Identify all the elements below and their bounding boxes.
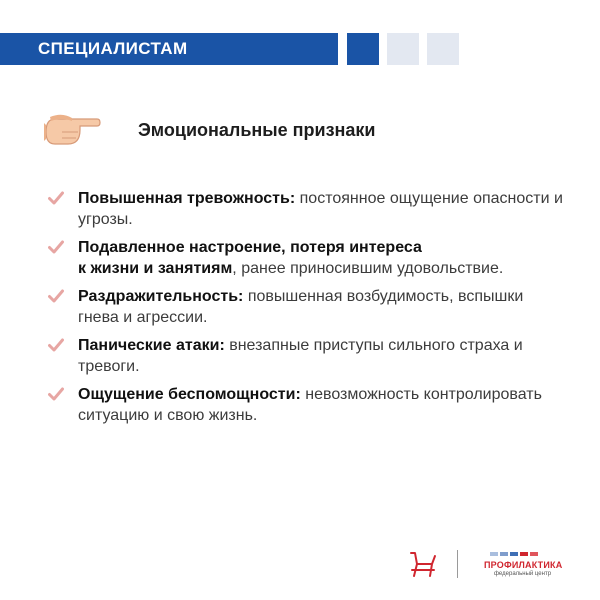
check-icon — [48, 191, 64, 205]
section-title: Эмоциональные признаки — [138, 120, 376, 140]
list-item — [48, 286, 568, 328]
header-title: СПЕЦИАЛИСТАМ — [38, 39, 188, 58]
item-bold: Повышенная тревожность: — [78, 190, 296, 207]
item-text: постоянное ощущение опасности и угрозы. — [78, 190, 563, 228]
brand-bars — [490, 552, 538, 556]
item-text: , ранее приносившим удовольствие. — [232, 260, 504, 277]
check-icon — [48, 289, 64, 303]
item-bold: Подавленное настроение, потеря интереса — [78, 239, 422, 256]
footer-divider — [457, 550, 458, 578]
list-item — [48, 335, 568, 377]
pointing-hand-icon — [42, 113, 102, 154]
list-item — [48, 384, 568, 426]
item-bold: Панические атаки: — [78, 337, 225, 354]
check-icon — [48, 338, 64, 352]
header-bar — [0, 33, 338, 65]
item-bold-continued: к жизни и занятиям — [78, 260, 233, 277]
header-square-light — [387, 33, 419, 65]
list-item — [48, 188, 568, 230]
chair-logo-icon — [408, 550, 438, 578]
item-bold: Ощущение беспомощности: — [78, 386, 301, 403]
check-icon — [48, 387, 64, 401]
brand-subtitle: федеральный центр — [494, 571, 552, 577]
item-text: невозможность контролировать ситуацию и свою жизнь. — [78, 386, 542, 424]
item-text: внезапные приступы сильного страха и тревоги. — [78, 337, 523, 375]
list-item — [48, 237, 568, 279]
header-square-light — [427, 33, 459, 65]
item-bold: Раздражительность: — [78, 288, 244, 305]
item-text: повышенная возбудимость, вспышки гнева и агрессии. — [78, 288, 524, 326]
footer-logo — [408, 548, 568, 582]
brand-name: ПРОФИЛАКТИКА — [484, 560, 563, 570]
header-square-dark — [347, 33, 379, 65]
symptom-list — [48, 188, 568, 433]
check-icon — [48, 240, 64, 254]
